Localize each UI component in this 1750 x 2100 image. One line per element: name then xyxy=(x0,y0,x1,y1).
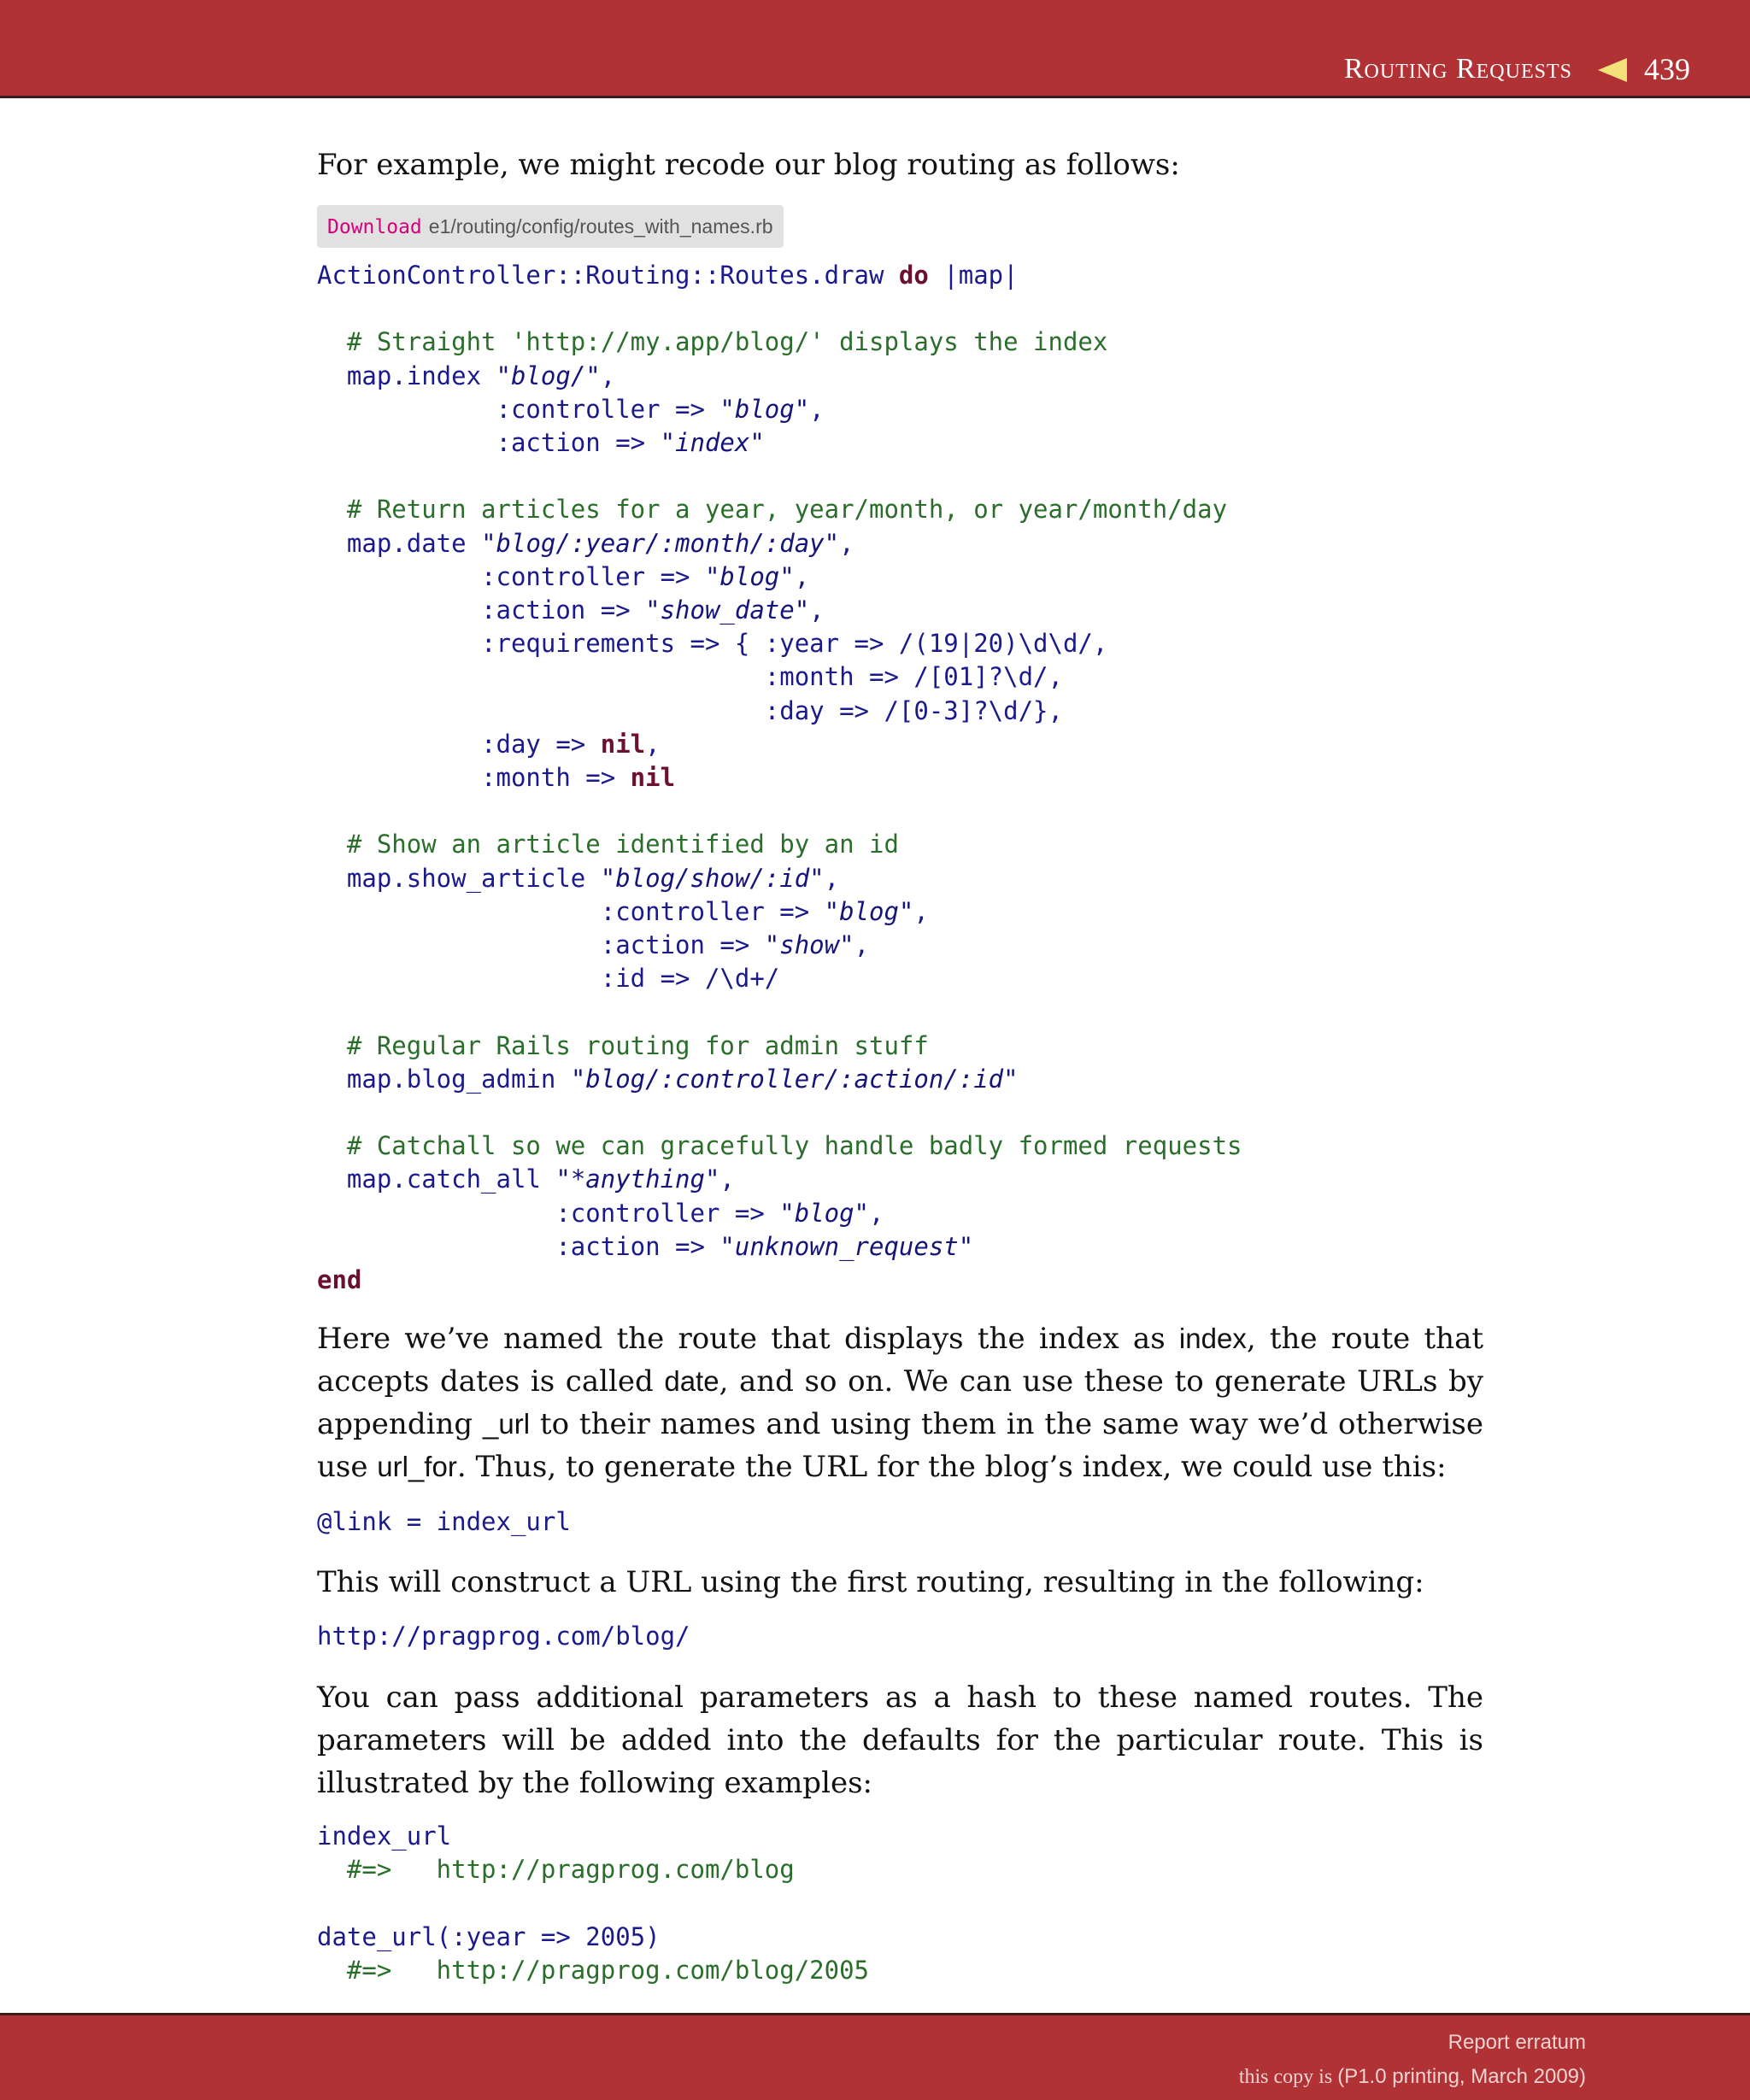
code-string: "blog/:year/:month/:day" xyxy=(481,528,840,558)
code-string: "blog" xyxy=(779,1198,870,1228)
code-line xyxy=(317,1164,735,1194)
code-token: , xyxy=(869,1198,884,1228)
example-call: index_url xyxy=(317,1821,452,1851)
code-token: :action => xyxy=(317,595,646,625)
code-token: , xyxy=(824,863,840,893)
construct-url-paragraph: This will construct a URL using the first routing, resulting in the following: xyxy=(317,1565,1424,1599)
code-token: ActionController::Routing::Routes.draw xyxy=(317,261,899,290)
code-token: :id => /\d+/ xyxy=(317,964,780,994)
code-string: "blog" xyxy=(719,394,810,424)
code-token: :day => xyxy=(317,729,601,759)
code-line xyxy=(317,864,839,893)
example-result: #=> http://pragprog.com/blog xyxy=(317,1855,795,1885)
text-run: to their names and using them in the same way we’d otherwise use xyxy=(317,1407,1483,1484)
code-keyword: do xyxy=(898,261,929,290)
code-string: "blog/:controller/:action/:id" xyxy=(570,1064,1019,1094)
code-comment: # Return articles for a year, year/month, or year/month/day xyxy=(317,495,1228,525)
code-token: , xyxy=(794,561,810,591)
code-line xyxy=(317,930,869,959)
text-run: Here we’ve named the route that displays the index as xyxy=(317,1322,1179,1356)
code-string: "blog/" xyxy=(496,361,601,390)
code-token: :day => /[0-3]?\d/}, xyxy=(317,695,1063,725)
code-keyword: nil xyxy=(630,763,676,793)
code-line xyxy=(317,327,1107,356)
code-token: :controller => xyxy=(317,1198,780,1228)
code-line xyxy=(317,261,1019,290)
page-footer xyxy=(0,2013,1750,2100)
copy-info xyxy=(1239,2065,1586,2089)
copy-detail: (P1.0 printing, March 2009) xyxy=(1337,2065,1586,2088)
code-line xyxy=(317,562,809,591)
code-token: , xyxy=(854,930,870,960)
code-line xyxy=(317,428,765,457)
code-token: map.index xyxy=(317,361,496,390)
code-token: , xyxy=(645,729,661,759)
code-token: :action => xyxy=(317,930,765,960)
page-header xyxy=(0,0,1750,98)
text-run: , and so on. We can use these to generate URLs by appending xyxy=(317,1364,1483,1441)
code-string: "blog" xyxy=(824,896,914,926)
code-line xyxy=(317,361,615,390)
code-line xyxy=(317,1199,884,1228)
code-line xyxy=(317,830,899,859)
code-result-url: http://pragprog.com/blog/ xyxy=(317,1622,690,1651)
code-token: , xyxy=(839,528,854,558)
code-comment: # Catchall so we can gracefully handle badly formed requests xyxy=(317,1131,1242,1161)
code-keyword: nil xyxy=(600,729,646,759)
code-comment: # Regular Rails routing for admin stuff xyxy=(317,1030,929,1060)
code-keyword: end xyxy=(317,1265,362,1295)
section-title: Routing Requests xyxy=(1343,53,1572,85)
inline-code-index: index xyxy=(1178,1323,1247,1354)
code-comment: # Straight 'http://my.app/blog/' displays the index xyxy=(317,327,1108,357)
code-token: :action => xyxy=(317,428,661,458)
download-link[interactable] xyxy=(317,205,784,248)
code-listing xyxy=(317,259,1242,1297)
code-string: "*anything" xyxy=(555,1164,720,1194)
hash-params-paragraph: You can pass additional parameters as a hash to these named routes. The parameters will be added into the defaults for the particular route. This is illustrated by the following examples: xyxy=(317,1681,1483,1800)
code-line xyxy=(317,1031,929,1060)
code-line xyxy=(317,395,825,424)
example-result: #=> http://pragprog.com/blog/2005 xyxy=(317,1955,870,1985)
code-token: :controller => xyxy=(317,394,720,424)
report-erratum-link[interactable]: Report erratum xyxy=(1448,2031,1586,2054)
code-token: :action => xyxy=(317,1231,720,1261)
code-token: map.catch_all xyxy=(317,1164,556,1194)
code-line xyxy=(317,897,929,926)
inline-code-url-suffix: _url xyxy=(483,1408,531,1440)
code-line xyxy=(317,595,825,625)
code-line xyxy=(317,495,1227,524)
text-run: , the route that accepts dates is called xyxy=(317,1322,1483,1399)
code-string: "index" xyxy=(660,428,765,458)
previous-page-arrow-icon[interactable] xyxy=(1598,58,1627,82)
named-routes-paragraph xyxy=(317,1317,1483,1488)
code-line xyxy=(317,529,854,558)
code-token: :controller => xyxy=(317,896,825,926)
download-label: Download xyxy=(327,216,422,238)
code-token: , xyxy=(809,595,825,625)
code-line xyxy=(317,696,1063,725)
code-line xyxy=(317,964,779,993)
code-token: map.blog_admin xyxy=(317,1064,571,1094)
code-string: "show_date" xyxy=(645,595,810,625)
code-line xyxy=(317,1065,1019,1094)
code-line xyxy=(317,629,1107,658)
code-line xyxy=(317,662,1063,691)
intro-paragraph: For example, we might recode our blog routing as follows: xyxy=(317,148,1180,182)
code-token: , xyxy=(600,361,616,390)
code-token: map.show_article xyxy=(317,863,601,893)
code-comment: # Show an article identified by an id xyxy=(317,830,899,859)
code-token: , xyxy=(913,896,929,926)
code-token: , xyxy=(809,394,825,424)
code-line xyxy=(317,763,675,792)
code-token: :month => xyxy=(317,763,631,793)
code-line xyxy=(317,730,661,759)
text-run: . Thus, to generate the URL for the blog’s index, we could use this: xyxy=(456,1450,1447,1484)
examples-code xyxy=(317,1820,869,1987)
code-line xyxy=(317,1265,361,1294)
code-token: |map| xyxy=(928,261,1019,290)
code-string: "unknown_request" xyxy=(719,1231,974,1261)
code-string: "show" xyxy=(764,930,854,960)
example-call: date_url(:year => 2005) xyxy=(317,1921,661,1951)
code-token: map.date xyxy=(317,528,482,558)
code-token: :controller => xyxy=(317,561,705,591)
code-index-url: @link = index_url xyxy=(317,1507,571,1536)
code-line xyxy=(317,1131,1242,1160)
code-token: :month => /[01]?\d/, xyxy=(317,662,1063,692)
code-token: , xyxy=(719,1164,735,1194)
code-line xyxy=(317,1232,973,1261)
download-path: e1/routing/config/routes_with_names.rb xyxy=(428,215,773,238)
inline-code-date: date xyxy=(664,1365,719,1397)
code-token: :requirements => { :year => /(19|20)\d\d/, xyxy=(317,629,1108,659)
code-string: "blog" xyxy=(704,561,795,591)
page-number: 439 xyxy=(1644,52,1690,86)
copy-prefix: this copy is xyxy=(1238,2066,1338,2088)
inline-code-url-for: url_for xyxy=(377,1451,457,1482)
code-string: "blog/show/:id" xyxy=(600,863,825,893)
